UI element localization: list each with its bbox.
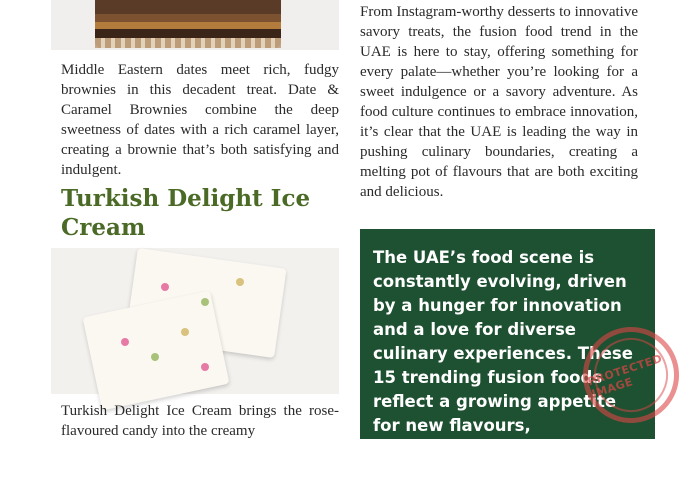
candy-piece xyxy=(236,278,244,286)
ice-cream-slice xyxy=(83,291,230,411)
rose-petal xyxy=(201,363,209,371)
ice-cream-paragraph: Turkish Delight Ice Cream brings the rose-flavoured candy into the creamy xyxy=(61,403,339,439)
candy-piece xyxy=(181,328,189,336)
stamp-label: PROTECTED IMAGE xyxy=(586,351,664,401)
ice-cream-photo xyxy=(51,248,339,394)
section-heading: Turkish Delight Ice Cream xyxy=(61,185,311,241)
brownie-nut-topping xyxy=(95,38,281,48)
rose-petal xyxy=(121,338,129,346)
right-column-paragraph: From Instagram-worthy desserts to innovative savory treats, the fusion food trend in the UAE is here to stay, offering something for every palate—whether you’re looking for a sweet indulgence or a savory adventure. As food culture continues to embrace innovation, it’s clear that the UAE is leading the way in pushing culinary boundaries, creating a melting pot of flavours that are both exciting and delicious. xyxy=(360,4,638,200)
brownie-photo xyxy=(51,0,339,50)
brownie-paragraph: Middle Eastern dates meet rich, fudgy brownies in this decadent treat. Date & Caramel Brownies combine the deep sweetness of dates with a rich caramel layer, creating a brownie that’s both satisfying and indulgent. xyxy=(61,62,339,178)
pistachio-piece xyxy=(151,353,159,361)
pistachio-piece xyxy=(201,298,209,306)
rose-petal xyxy=(161,283,169,291)
callout-text: The UAE’s food scene is constantly evolving, driven by a hunger for innovation and a love for diverse culinary experiences. These 15 trending fusion foods reflect a growing appetite for new flavours, unexpected combinations, and xyxy=(373,248,633,483)
stamp-ring xyxy=(584,328,677,421)
